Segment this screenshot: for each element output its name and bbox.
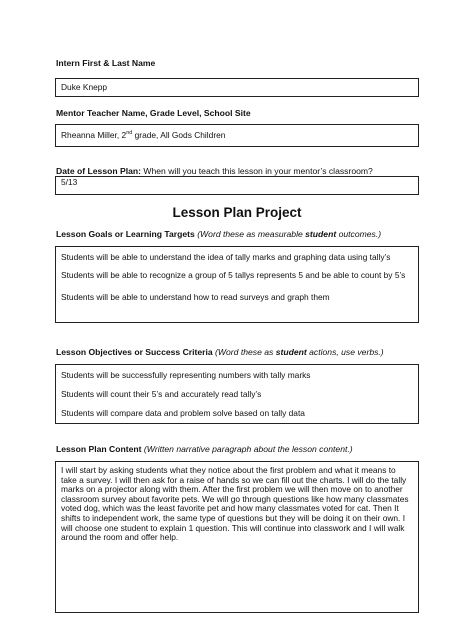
objective-item: Students will count their 5’s and accurately read tally’s [61,389,262,399]
content-line: take a survey. I will then ask for a raise of hands so we can fill out the charts. I will do the tally [61,474,407,485]
content-line: around the room and offer help. [61,532,179,543]
date-value: 5/13 [61,177,78,187]
date-label: Date of Lesson Plan: When will you teach this lesson in your mentor’s classroom? [56,166,373,176]
goals-field[interactable] [55,246,419,323]
objective-item: Students will compare data and problem solve based on tally data [61,408,305,418]
content-line: classroom survey about favorite pets. We will go through questions like how many classmates [61,493,409,504]
content-line: voted dog, which was the least favorite pet and how many classmates voted for cat. Then It [61,503,399,514]
objective-item: Students will be successfully representing numbers with tally marks [61,370,311,380]
content-line: shifts to independent work, the same type of questions but they will be doing it on their own. I [61,512,406,523]
content-line: will choose one student to explain 1 question. This will continue into classwork and I will walk [61,522,405,533]
date-field[interactable] [55,176,419,195]
mentor-value: Rheanna Miller, 2nd grade, All Gods Children [61,130,226,140]
objectives-label: Lesson Objectives or Success Criteria (Word these as student actions, use verbs.) [56,347,384,357]
mentor-label: Mentor Teacher Name, Grade Level, School Site [56,108,251,118]
content-field[interactable] [55,461,419,613]
goals-label: Lesson Goals or Learning Targets (Word these as measurable student outcomes.) [56,229,382,239]
mentor-field[interactable] [55,124,419,147]
goal-item: Students will be able to recognize a group of 5 tallys represents 5 and be able to count by 5’s [61,270,406,280]
objectives-field[interactable] [55,364,419,424]
goal-item: Students will be able to understand the idea of tally marks and graphing data using tally’s [61,252,391,262]
goal-item: Students will be able to understand how to read surveys and graph them [61,292,330,302]
content-line: I will start by asking students what they notice about the first problem and what it means to [61,465,396,475]
intern-name-field[interactable] [55,78,419,97]
content-paragraph [56,462,418,547]
page-title: Lesson Plan Project [172,205,302,220]
intern-name-label: Intern First & Last Name [56,58,156,68]
intern-name-value: Duke Knepp [61,82,108,92]
content-label: Lesson Plan Content (Written narrative paragraph about the lesson content.) [56,444,353,454]
content-line: marks on a projector along with them. After the first problem we will then move on to another [61,484,403,495]
